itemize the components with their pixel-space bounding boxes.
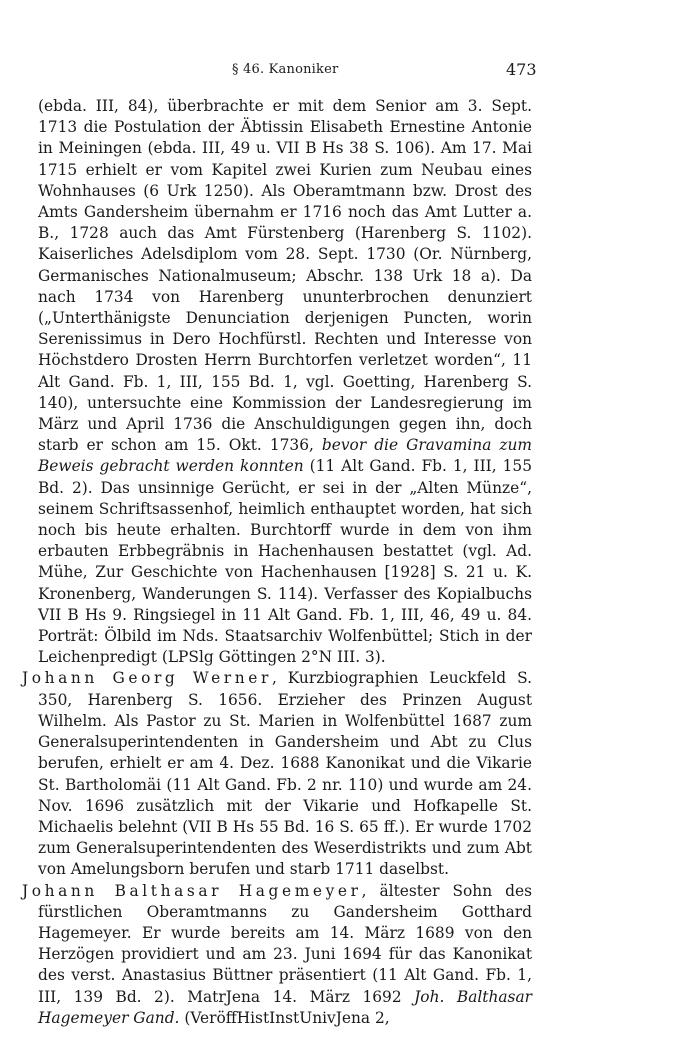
person-name: Johann Balthasar Hagemeyer [22,881,362,900]
page-header [0,62,700,82]
page-number: 473 [506,60,537,79]
italic-quote: bevor die Gravamina zum Beweis gebracht werden konnten [38,436,532,476]
text-segment: (ebda. III, 84), überbrachte er mit dem Senior am 3. Sept. 1713 die Postulation der Äbtissin Elisabeth Ernestine Antonie in Meiningen (ebda. III, 49 u. VII B Hs 38 S. 106). Am 17. Mai 1715 erhielt er vom Kapitel zwei Kurien zum Neubau eines Wohnhauses (6 Urk 1250). Als Oberamtmann bzw. Drost des Amts Gandersheim übernahm er 1716 noch das Amt Lutter a. B., 1728 auch das Amt Fürstenberg (Harenberg S. 1102). Kaiserliches Adelsdiplom vom 28. Sept. 1730 (Or. Nürnberg, Germanisches Nationalmuseum; Abschr. 138 Urk 18 a). Da nach 1734 von Harenberg ununterbrochen denunziert („Unterthänigste Denunciation derjenigen Puncten, worin Serenissimus in Dero Hochfürstl. Rechten und Interesse von Höchstdero Drosten Herrn Burchtorfen verletzet worden“, 11 Alt Gand. Fb. 1, III, 155 Bd. 1, vgl. Goetting, Harenberg S. 140), untersuchte eine Kommission der Landesregierung im März und April 1736 die Anschuldigungen gegen ihn, doch starb er schon am 15. Okt. 1736, [38,97,532,455]
text-segment: (11 Alt Gand. Fb. 1, III, 155 Bd. 2). Das unsinnige Gerücht, er sei in der „Alten Münze“, seinem Schriftsassenhof, heimlich enthauptet worden, hat sich noch bis heute erhalten. Burchtorff wurde in dem von ihm erbauten Erbbegräbnis in Hachenhausen bestattet (vgl. Ad. Mühe, Zur Geschichte von Hachenhausen [1928] S. 21 u. K. Kronenberg, Wanderungen S. 114). Verfasser des Kopialbuchs VII B Hs 9. Ringsiegel in 11 Alt Gand. Fb. 1, III, 46, 49 u. 84. Porträt: Ölbild im Nds. Staatsarchiv Wolfenbüttel; Stich in der Leichenpredigt (LPSlg Göttingen 2°N III. 3). [38,457,532,667]
text-segment: , ältester Sohn des fürstlichen Oberamtmanns zu Gandersheim Gotthard Hagemeyer. Er wurde bereits am 14. März 1689 von den Herzögen providiert und am 23. Juni 1694 für das Kanonikat des verst. Anastasius Büttner präsentiert (11 Alt Gand. Fb. 1, III, 139 Bd. 2). MatrJena 14. März 1692 [38,881,532,1006]
paragraph-continuation [22,96,532,668]
running-head: § 46. Kanoniker [232,62,339,77]
entry-johann-georg-werner [22,668,532,880]
body-text [22,96,532,1029]
text-segment: (VeröffHistInstUnivJena 2, [179,1008,390,1027]
entry-johann-balthasar-hagemeyer [22,881,532,1029]
text-segment: , Kurzbiographien Leuckfeld S. 350, Harenberg S. 1656. Erzieher des Prinzen August Wilhelm. Als Pastor zu St. Marien in Wolfenbüttel 1687 zum Generalsuperintendenten in Gandersheim und Abt zu Clus berufen, erhielt er am 4. Dez. 1688 Kanonikat und die Vikarie St. Bartholomäi (11 Alt Gand. Fb. 2 nr. 110) und wurde am 24. Nov. 1696 zusätzlich mit der Vikarie und Hofkapelle St. Michaelis belehnt (VII B Hs 55 Bd. 16 S. 65 ff.). Er wurde 1702 zum Generalsuperintendenten des Weserdistrikts und zum Abt von Amelungsborn berufen und starb 1711 daselbst. [38,669,532,879]
italic-citation: Joh. Balthasar Hagemeyer Gand. [38,987,532,1027]
person-name: Johann Georg Werner [22,669,272,688]
